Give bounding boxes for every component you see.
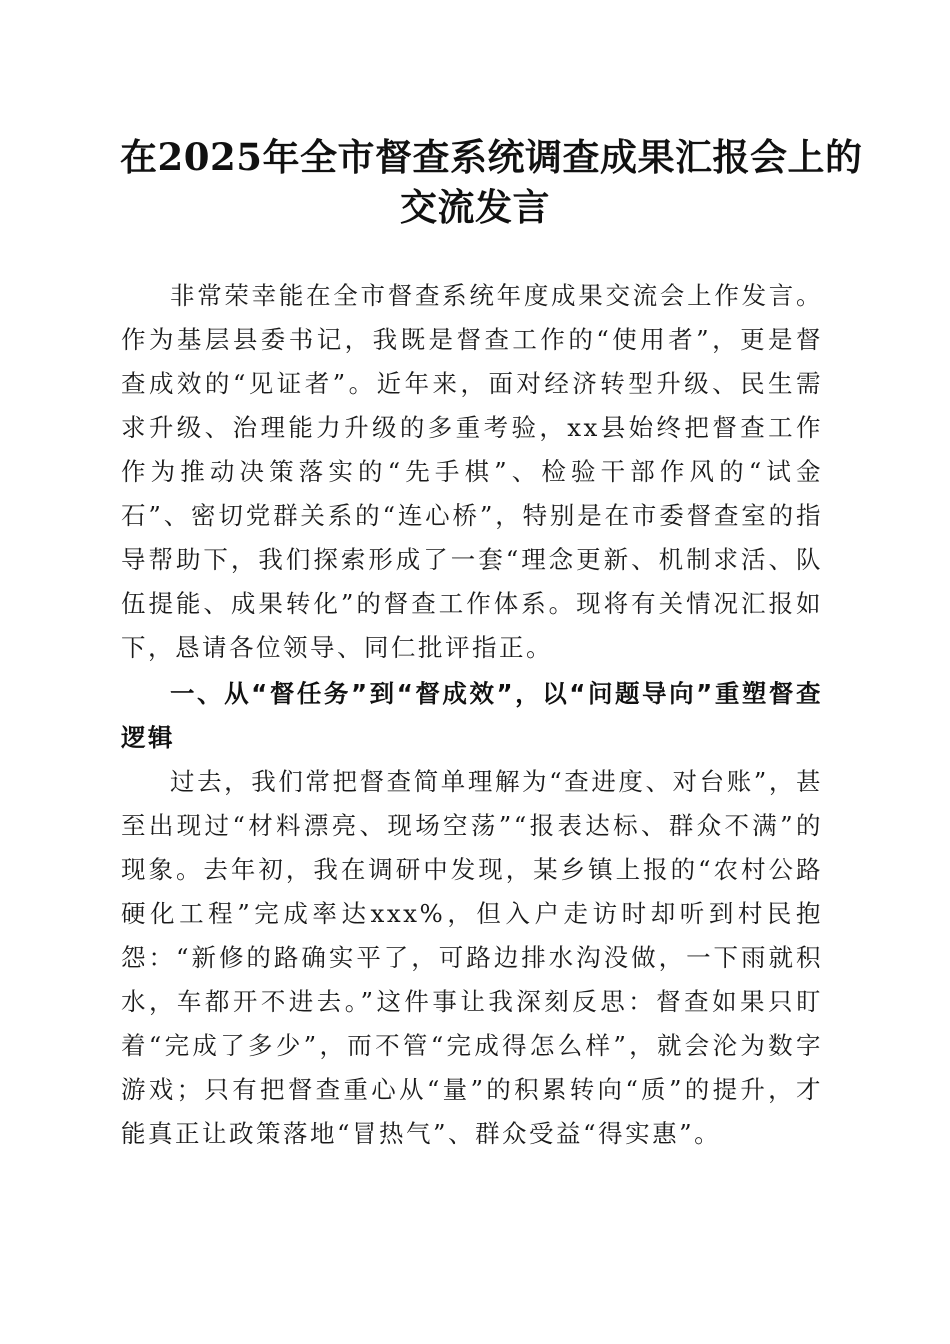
section-heading-1: 一、从“督任务”到“督成效”，以“问题导向”重塑督查逻辑 — [121, 679, 823, 752]
document-body — [121, 274, 823, 1156]
title-line-2: 交流发言 — [400, 185, 550, 229]
document-title — [120, 132, 863, 232]
intro-paragraph: 非常荣幸能在全市督查系统年度成果交流会上作发言。作为基层县委书记，我既是督查工作的“使用者”，更是督查成效的“见证者”。近年来，面对经济转型升级、民生需求升级、治理能力升级的多重考验，xx县始终把督查工作作为推动决策落实的“先手棋”、检验干部作风的“试金石”、密切党群关系的“连心桥”，特别是在市委督查室的指导帮助下，我们探索形成了一套“理念更新、机制求活、队伍提能、成果转化”的督查工作体系。现将有关情况汇报如下，恳请各位领导、同仁批评指正。 — [121, 281, 823, 662]
section-1-paragraph: 过去，我们常把督查简单理解为“查进度、对台账”，甚至出现过“材料漂亮、现场空荡”“报表达标、群众不满”的现象。去年初，我在调研中发现，某乡镇上报的“农村公路硬化工程”完成率达xxx%，但入户走访时却听到村民抱怨：“新修的路确实平了，可路边排水沟没做，一下雨就积水，车都开不进去。”这件事让我深刻反思：督查如果只盯着“完成了多少”，而不管“完成得怎么样”，就会沦为数字游戏；只有把督查重心从“量”的积累转向“质”的提升，才能真正让政策落地“冒热气”、群众受益“得实惠”。 — [121, 767, 823, 1148]
title-line-1: 在2025年全市督查系统调查成果汇报会上的 — [120, 135, 863, 179]
